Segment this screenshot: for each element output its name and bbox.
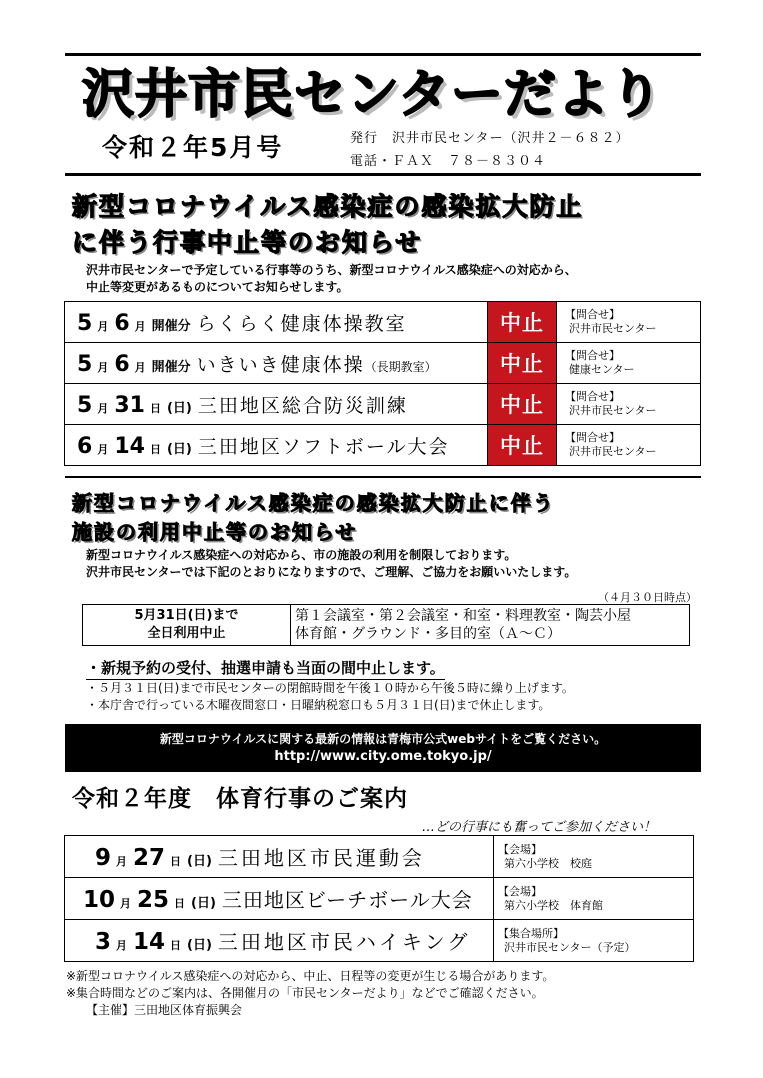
event-month: 3: [95, 929, 112, 955]
event-name: らくらく健康体操教室: [196, 312, 407, 335]
event-cell: [65, 878, 494, 920]
banner-text: 新型コロナウイルスに関する最新の情報は青梅市公式webサイトをご覧ください。: [159, 732, 607, 746]
month-unit: 月: [116, 939, 128, 952]
notice2-intro-line2: 沢井市民センターでは下記のとおりになりますので、ご理解、ご協力をお願いいたします。: [86, 565, 577, 579]
event-name: 三田地区総合防災訓練: [197, 394, 408, 417]
month-unit: 月: [97, 360, 109, 374]
venue-cell: [494, 920, 694, 962]
notice2-heading-line1: 新型コロナウイルス感染症の感染拡大防止に伴う: [72, 491, 555, 515]
event-day: 6: [114, 351, 130, 377]
footer-note2: ※集合時間などのご案内は、各開催月の「市民センターだより」などでご確認ください。: [66, 986, 544, 1000]
event-name-suffix: （長期教室）: [364, 359, 437, 374]
table-row: [65, 384, 701, 425]
day-unit: 日: [170, 939, 182, 952]
event-dow: (日): [187, 938, 212, 953]
contact-label: 【問合せ】: [565, 390, 620, 403]
cancelled-events-table: [64, 301, 701, 466]
event-cell: [65, 384, 488, 425]
table-row: [65, 343, 701, 384]
venue-label: 【会場】: [498, 884, 542, 898]
as-of-date: （４月３０日時点）: [598, 591, 697, 604]
masthead-title: 沢井市民センターだより: [82, 65, 663, 125]
day-unit: 月: [134, 360, 146, 374]
day-unit: 日: [149, 442, 161, 456]
organizer-text: 【主催】三田地区体育振興会: [86, 1003, 243, 1017]
event-dow: (日): [187, 854, 212, 869]
closing-time-notice: ・５月３１日(日)まで市民センターの閉館時間を午後１０時から午後５時に繰り上げます。: [86, 681, 574, 695]
contact-label: 【問合せ】: [565, 349, 620, 362]
section-rule: [65, 476, 701, 478]
venue-cell: [494, 836, 694, 878]
event-dow: (日): [166, 400, 192, 416]
table-row: [83, 605, 690, 646]
venue-value: 沢井市民センター（予定）: [504, 940, 636, 954]
month-unit: 月: [120, 897, 132, 910]
table-row: [65, 878, 694, 920]
contact-cell: [557, 425, 701, 466]
event-name: 三田地区ソフトボール大会: [197, 435, 450, 458]
status-badge: 中止: [488, 384, 557, 425]
facility-table: [82, 604, 690, 646]
notice1-intro-line2: 中止等変更があるものについてお知らせします。: [86, 280, 349, 294]
event-cell: [65, 425, 488, 466]
facilities-cell: [291, 605, 690, 646]
contact-label: 【問合せ】: [565, 431, 620, 444]
event-month: 5: [77, 310, 93, 336]
event-name: 三田地区市民ハイキング: [217, 930, 471, 954]
event-day: 14: [114, 433, 145, 459]
table-row: [65, 425, 701, 466]
event-day: 6: [114, 310, 130, 336]
event-name: いきいき健康体操: [196, 353, 365, 376]
publisher-text: 発行 沢井市民センター（沢井２－６８２）: [350, 131, 630, 146]
event-day: 31: [114, 392, 145, 418]
notice2-heading-line2: 施設の利用中止等のお知らせ: [72, 520, 358, 544]
issue-label: 令和２年5月号: [102, 133, 284, 162]
contact-label: 【問合せ】: [565, 308, 620, 321]
notice1-intro-line1: 沢井市民センターで予定している行事等のうち、新型コロナウイルス感染症への対応から、: [86, 263, 577, 277]
contact-value: 沢井市民センター: [569, 404, 657, 417]
notice1-heading-line1: 新型コロナウイルス感染症の感染拡大防止: [72, 192, 584, 221]
event-dow: 開催分: [151, 359, 191, 375]
event-dow: (日): [166, 441, 192, 457]
day-unit: 月: [134, 319, 146, 333]
day-unit: 日: [149, 401, 161, 415]
notice1-heading-line2: に伴う行事中止等のお知らせ: [72, 228, 423, 257]
month-unit: 月: [97, 442, 109, 456]
event-cell: [65, 302, 488, 343]
venue-cell: [494, 878, 694, 920]
event-dow: (日): [191, 896, 216, 911]
period-line1: 5月31日(日)まで: [134, 608, 239, 623]
new-booking-notice: ・新規予約の受付、抽選申請も当面の間中止します。: [86, 657, 445, 680]
status-badge: 中止: [488, 302, 557, 343]
info-banner: [65, 724, 701, 772]
banner-url[interactable]: http://www.city.ome.tokyo.jp/: [274, 749, 492, 764]
event-cell: [65, 343, 488, 384]
event-cell: [65, 836, 494, 878]
event-name: 三田地区ビーチボール大会: [221, 888, 473, 912]
period-cell: [83, 605, 291, 646]
contact-value: 沢井市民センター: [569, 322, 657, 335]
notice2-intro-line1: 新型コロナウイルス感染症への対応から、市の施設の利用を制限しております。: [86, 548, 517, 562]
event-month: 5: [77, 351, 93, 377]
contact-cell: [557, 384, 701, 425]
contact-value: 健康センター: [569, 363, 635, 376]
event-month: 10: [83, 887, 116, 913]
event-month: 5: [77, 392, 93, 418]
event-day: 25: [137, 887, 170, 913]
sports-events-table: [64, 835, 694, 962]
day-unit: 日: [174, 897, 186, 910]
event-month: 6: [77, 433, 93, 459]
contact-cell: [557, 343, 701, 384]
phone-text: 電話・ＦＡＸ ７８－８３０４: [350, 154, 547, 169]
sports-title: 令和２年度 体育行事のご案内: [72, 786, 408, 812]
venue-label: 【会場】: [498, 842, 542, 856]
table-row: [65, 836, 694, 878]
venue-label: 【集合場所】: [498, 926, 564, 940]
status-badge: 中止: [488, 425, 557, 466]
event-cell: [65, 920, 494, 962]
top-rule: [65, 53, 701, 56]
event-dow: 開催分: [151, 318, 191, 334]
month-unit: 月: [116, 855, 128, 868]
event-day: 14: [133, 929, 166, 955]
day-unit: 日: [170, 855, 182, 868]
facilities-line1: 第１会議室・第２会議室・和室・料理教室・陶芸小屋: [295, 608, 631, 624]
period-line2: 全日利用中止: [147, 626, 226, 641]
event-month: 9: [95, 845, 112, 871]
window-notice: ・本庁舎で行っている木曜夜間窓口・日曜納税窓口も５月３１日(日)まで休止します。: [86, 698, 551, 712]
contact-cell: [557, 302, 701, 343]
venue-value: 第六小学校 校庭: [504, 856, 592, 870]
table-row: [65, 920, 694, 962]
venue-value: 第六小学校 体育館: [504, 898, 603, 912]
status-badge: 中止: [488, 343, 557, 384]
sports-subtitle: …どの行事にも奮ってご参加ください！: [422, 820, 657, 835]
contact-value: 沢井市民センター: [569, 445, 657, 458]
footer-note1: ※新型コロナウイルス感染症への対応から、中止、日程等の変更が生じる場合があります。: [66, 969, 555, 983]
month-unit: 月: [97, 319, 109, 333]
facilities-line2: 体育館・グラウンド・多目的室（Ａ～Ｃ）: [295, 626, 561, 642]
table-row: [65, 302, 701, 343]
event-day: 27: [133, 845, 166, 871]
month-unit: 月: [97, 401, 109, 415]
event-name: 三田地区市民運動会: [217, 846, 425, 870]
header-rule: [65, 173, 701, 176]
